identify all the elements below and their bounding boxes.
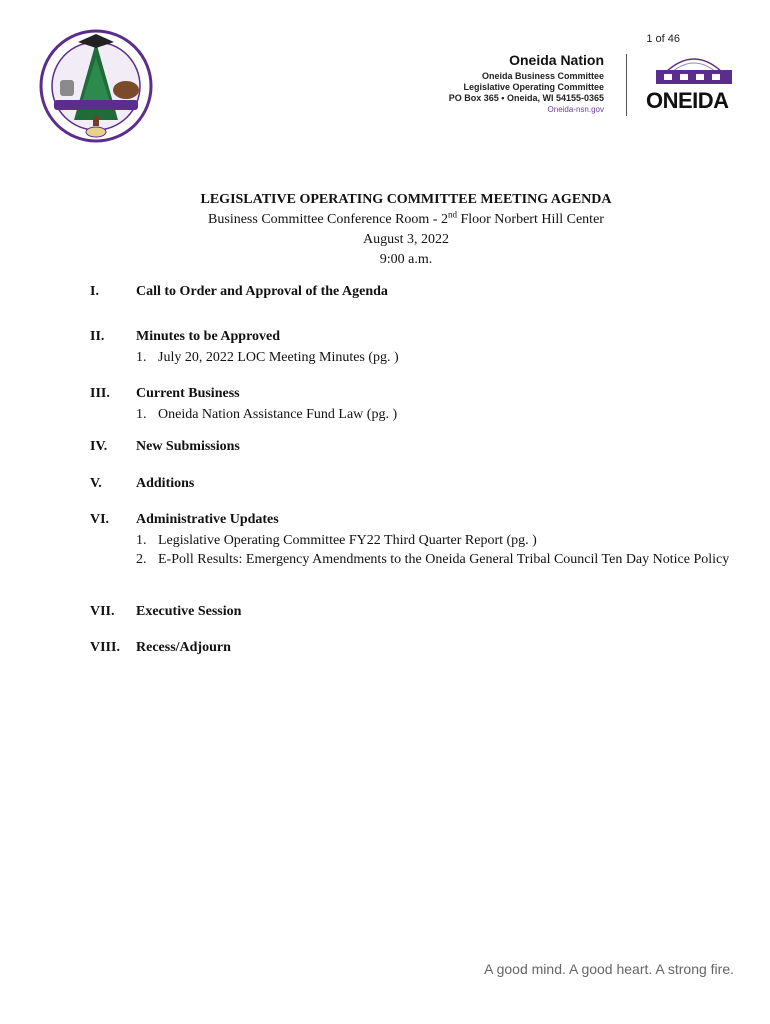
section-heading: Executive Session [136,604,242,619]
org-website-link[interactable]: Oneida-nsn.gov [547,105,604,114]
section-heading: Administrative Updates [136,512,279,527]
org-line-business-committee: Oneida Business Committee [481,71,604,81]
section-heading: Minutes to be Approved [136,329,281,344]
brand-wordmark: ONEIDA [646,88,729,113]
oneida-nation-seal-logo [38,28,154,144]
section-numeral: V. [90,476,102,491]
section-numeral: VII. [90,604,115,619]
section-numeral: III. [90,386,110,401]
agenda-title-block [0,190,770,270]
agenda-item: 2. E-Poll Results: Emergency Amendments to the Oneida General Tribal Council Ten Day Notice Policy [136,552,730,567]
section-heading: Call to Order and Approval of the Agenda [136,284,388,299]
header-divider [626,54,627,116]
page-counter: 1 of 46 [646,33,680,45]
org-name: Oneida Nation [509,52,604,68]
agenda-title: LEGISLATIVE OPERATING COMMITTEE MEETING AGENDA [200,192,612,207]
org-line-address: PO Box 365 • Oneida, WI 54155-0365 [448,93,604,103]
section-numeral: IV. [90,439,108,454]
agenda-item: 1. July 20, 2022 LOC Meeting Minutes (pg. ) [136,350,399,365]
section-heading: New Submissions [136,439,240,454]
section-numeral: II. [90,329,105,344]
section-numeral: I. [90,284,99,299]
letterhead-block [449,52,604,115]
agenda-item: 1. Oneida Nation Assistance Fund Law (pg. ) [136,407,398,422]
meeting-location: Business Committee Conference Room - 2nd Floor Norbert Hill Center [208,209,604,227]
meeting-time: 9:00 a.m. [379,252,433,267]
section-heading: Current Business [136,386,240,401]
section-numeral: VI. [90,512,110,527]
agenda-item: 1. Legislative Operating Committee FY22 Third Quarter Report (pg. ) [136,533,537,548]
section-heading: Recess/Adjourn [136,640,231,655]
footer-motto: A good mind. A good heart. A strong fire. [484,961,734,977]
section-heading: Additions [136,476,195,491]
section-numeral: VIII. [90,640,120,655]
org-line-loc: Legislative Operating Committee [463,82,604,92]
meeting-date: August 3, 2022 [363,232,449,247]
